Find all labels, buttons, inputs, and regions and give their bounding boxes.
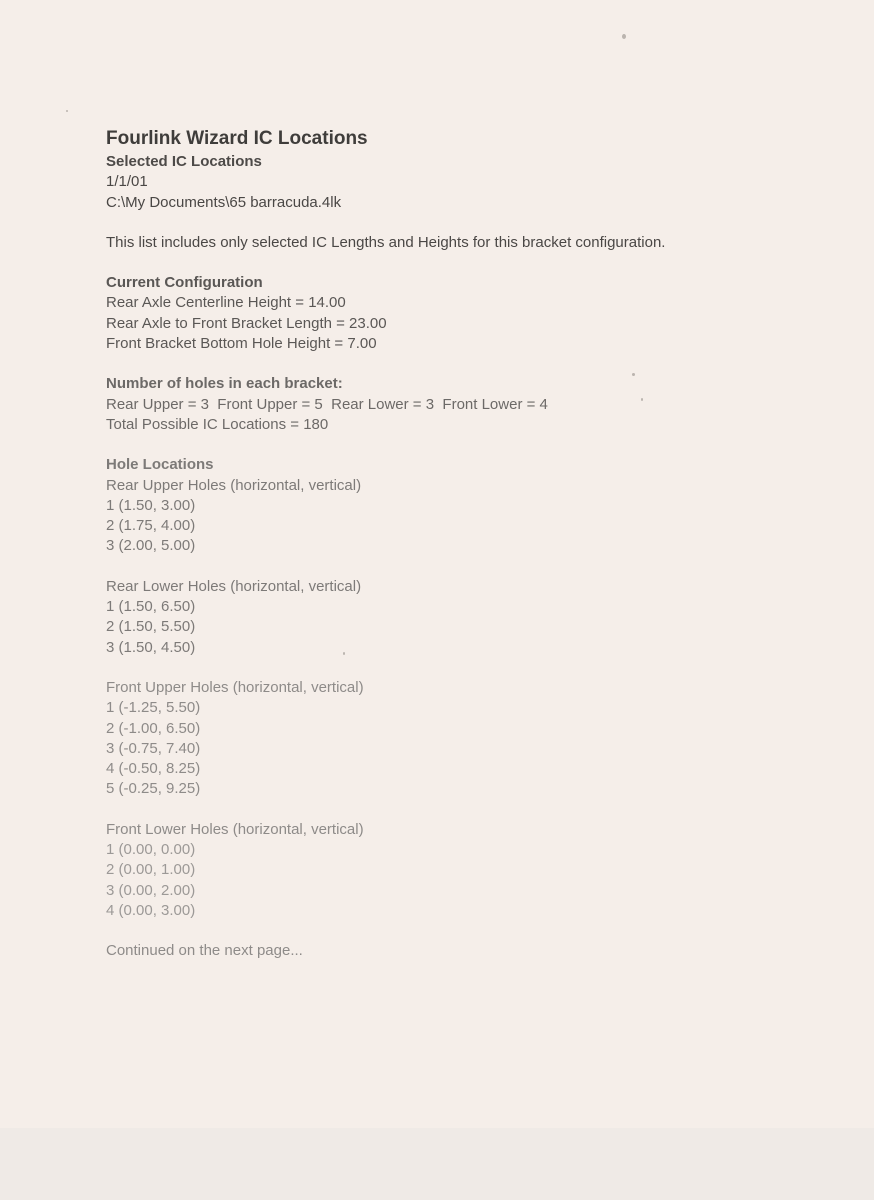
document-intro: This list includes only selected IC Lengths and Heights for this bracket configuration. xyxy=(106,233,666,251)
continued-note: Continued on the next page... xyxy=(106,942,303,960)
rear-upper-holes xyxy=(106,476,826,557)
rear-lower-holes xyxy=(106,577,826,658)
config-line: Rear Axle Centerline Height = 14.00 xyxy=(106,294,346,312)
hole-item: 1 (1.50, 3.00) xyxy=(106,496,196,514)
hole-item: 1 (0.00, 0.00) xyxy=(106,841,196,859)
config-line: Front Bracket Bottom Hole Height = 7.00 xyxy=(106,335,377,353)
current-configuration-section xyxy=(106,273,826,354)
hole-group-heading: Front Lower Holes (horizontal, vertical) xyxy=(106,820,364,838)
document-body xyxy=(106,126,826,962)
hole-item: 1 (-1.25, 5.50) xyxy=(106,699,201,717)
paper-speck xyxy=(622,34,626,39)
document-file-path: C:\My Documents\65 barracuda.4lk xyxy=(106,193,342,211)
holes-count-section xyxy=(106,374,826,435)
hole-item: 3 (0.00, 2.00) xyxy=(106,881,196,899)
hole-group-heading: Rear Upper Holes (horizontal, vertical) xyxy=(106,476,362,494)
section-heading: Current Configuration xyxy=(106,274,263,292)
hole-item: 2 (1.50, 5.50) xyxy=(106,618,196,636)
scanner-background xyxy=(0,1128,874,1200)
section-heading: Hole Locations xyxy=(106,456,214,474)
hole-item: 2 (0.00, 1.00) xyxy=(106,861,196,879)
holes-count-line: Rear Upper = 3 Front Upper = 5 Rear Lower = 3 Front Lower = 4 xyxy=(106,395,548,413)
hole-item: 4 (0.00, 3.00) xyxy=(106,901,196,919)
paper-speck xyxy=(66,110,68,112)
front-upper-holes xyxy=(106,678,826,800)
hole-item: 4 (-0.50, 8.25) xyxy=(106,760,201,778)
front-lower-holes xyxy=(106,820,826,921)
section-heading: Number of holes in each bracket: xyxy=(106,375,343,393)
holes-count-line: Total Possible IC Locations = 180 xyxy=(106,415,329,433)
hole-item: 1 (1.50, 6.50) xyxy=(106,598,196,616)
config-line: Rear Axle to Front Bracket Length = 23.00 xyxy=(106,314,387,332)
document-subtitle: Selected IC Locations xyxy=(106,153,262,170)
hole-item: 2 (-1.00, 6.50) xyxy=(106,719,201,737)
hole-group-heading: Front Upper Holes (horizontal, vertical) xyxy=(106,678,364,696)
document-title: Fourlink Wizard IC Locations xyxy=(106,128,368,149)
hole-item: 2 (1.75, 4.00) xyxy=(106,517,196,535)
document-date: 1/1/01 xyxy=(106,173,148,191)
hole-locations-section xyxy=(106,455,826,921)
hole-item: 3 (-0.75, 7.40) xyxy=(106,739,201,757)
hole-group-heading: Rear Lower Holes (horizontal, vertical) xyxy=(106,577,362,595)
hole-item: 3 (2.00, 5.00) xyxy=(106,537,196,555)
hole-item: 3 (1.50, 4.50) xyxy=(106,638,196,656)
hole-item: 5 (-0.25, 9.25) xyxy=(106,780,201,798)
